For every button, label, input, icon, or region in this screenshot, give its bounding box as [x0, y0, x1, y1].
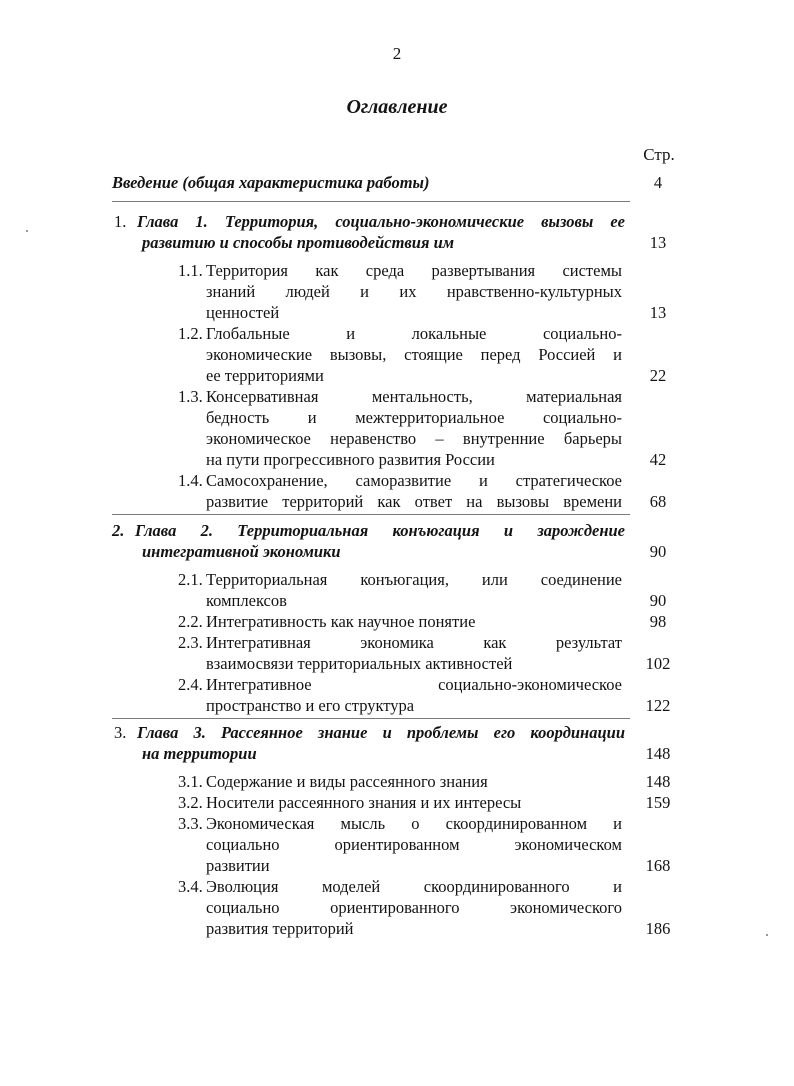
section-page: 42	[649, 450, 667, 469]
chapter-number: 3.	[114, 723, 127, 742]
section-text-line: Консервативная ментальность, материальная	[206, 387, 622, 406]
section-page: 159	[645, 793, 671, 812]
section-text-line: социально ориентированном экономическом	[206, 835, 622, 854]
section-page: 148	[645, 772, 671, 791]
section-number: 2.1.	[178, 570, 203, 589]
section-number: 3.4.	[178, 877, 203, 896]
divider	[112, 718, 630, 719]
chapter-title-line: Глава 3. Рассеянное знание и проблемы его координации	[137, 723, 625, 742]
section-text-line: социально ориентированного экономического	[206, 898, 622, 917]
section-page: 98	[649, 612, 667, 631]
section-page: 90	[649, 591, 667, 610]
section-text-line: Интегративное социально-экономическое	[206, 675, 622, 694]
page-title: Оглавление	[346, 96, 448, 118]
section-page: 122	[645, 696, 671, 715]
intro-page: 4	[653, 173, 663, 192]
section-text-line: развитие территорий как ответ на вызовы времени	[206, 492, 622, 511]
section-text-line: Глобальные и локальные социально-	[206, 324, 622, 343]
section-text-line: Носители рассеянного знания и их интересы	[206, 793, 522, 812]
chapter-title-line: на территории	[142, 744, 257, 763]
section-text-line: бедность и межтерриториальное социально-	[206, 408, 622, 427]
section-text-line: пространство и его структура	[206, 696, 415, 715]
chapter-page: 13	[649, 233, 667, 252]
section-text-line: ценностей	[206, 303, 280, 322]
section-text-line: экономическое неравенство – внутренние барьеры	[206, 429, 622, 448]
section-number: 2.2.	[178, 612, 203, 631]
section-number: 1.4.	[178, 471, 203, 490]
section-number: 1.3.	[178, 387, 203, 406]
section-text-line: на пути прогрессивного развития России	[206, 450, 495, 469]
chapter-title-line: Глава 1. Территория, социально-экономические вызовы ее	[137, 212, 625, 231]
section-text-line: развитии	[206, 856, 270, 875]
section-text-line: Содержание и виды рассеянного знания	[206, 772, 488, 791]
section-text-line: ее территориями	[206, 366, 324, 385]
intro-title: Введение (общая характеристика работы)	[112, 173, 430, 192]
scan-speck	[26, 230, 28, 232]
section-text-line: Территориальная конъюгация, или соединение	[206, 570, 622, 589]
section-text-line: Интегративность как научное понятие	[206, 612, 476, 631]
page-column-label: Стр.	[643, 145, 675, 164]
section-page: 102	[645, 654, 671, 673]
section-number: 3.3.	[178, 814, 203, 833]
section-number: 2.3.	[178, 633, 203, 652]
section-text-line: Самосохранение, саморазвитие и стратегическое	[206, 471, 622, 490]
section-text-line: Интегративная экономика как результат	[206, 633, 622, 652]
section-text-line: Территория как среда развертывания системы	[206, 261, 622, 280]
page-number: 2	[392, 44, 402, 63]
section-number: 3.1.	[178, 772, 203, 791]
section-text-line: знаний людей и их нравственно-культурных	[206, 282, 622, 301]
section-text-line: экономические вызовы, стоящие перед Россией и	[206, 345, 622, 364]
section-number: 1.1.	[178, 261, 203, 280]
section-page: 68	[649, 492, 667, 511]
section-text-line: Экономическая мысль о скоординированном и	[206, 814, 622, 833]
section-number: 2.4.	[178, 675, 203, 694]
chapter-number: 1.	[114, 212, 127, 231]
section-page: 168	[645, 856, 671, 875]
chapter-page: 90	[649, 542, 667, 561]
section-number: 3.2.	[178, 793, 203, 812]
section-text-line: комплексов	[206, 591, 287, 610]
section-page: 22	[649, 366, 667, 385]
divider	[112, 514, 630, 515]
section-text-line: взаимосвязи территориальных активностей	[206, 654, 513, 673]
scan-speck	[766, 934, 768, 936]
section-number: 1.2.	[178, 324, 203, 343]
divider	[112, 201, 630, 202]
chapter-page: 148	[645, 744, 671, 763]
section-page: 13	[649, 303, 667, 322]
section-text-line: развития территорий	[206, 919, 354, 938]
section-text-line: Эволюция моделей скоординированного и	[206, 877, 622, 896]
chapter-title-line: Глава 2. Территориальная конъюгация и зарождение	[135, 521, 625, 540]
chapter-title-line: интегративной экономики	[142, 542, 341, 561]
chapter-title-line: развитию и способы противодействия им	[142, 233, 455, 252]
section-page: 186	[645, 919, 671, 938]
chapter-number: 2.	[112, 521, 125, 540]
